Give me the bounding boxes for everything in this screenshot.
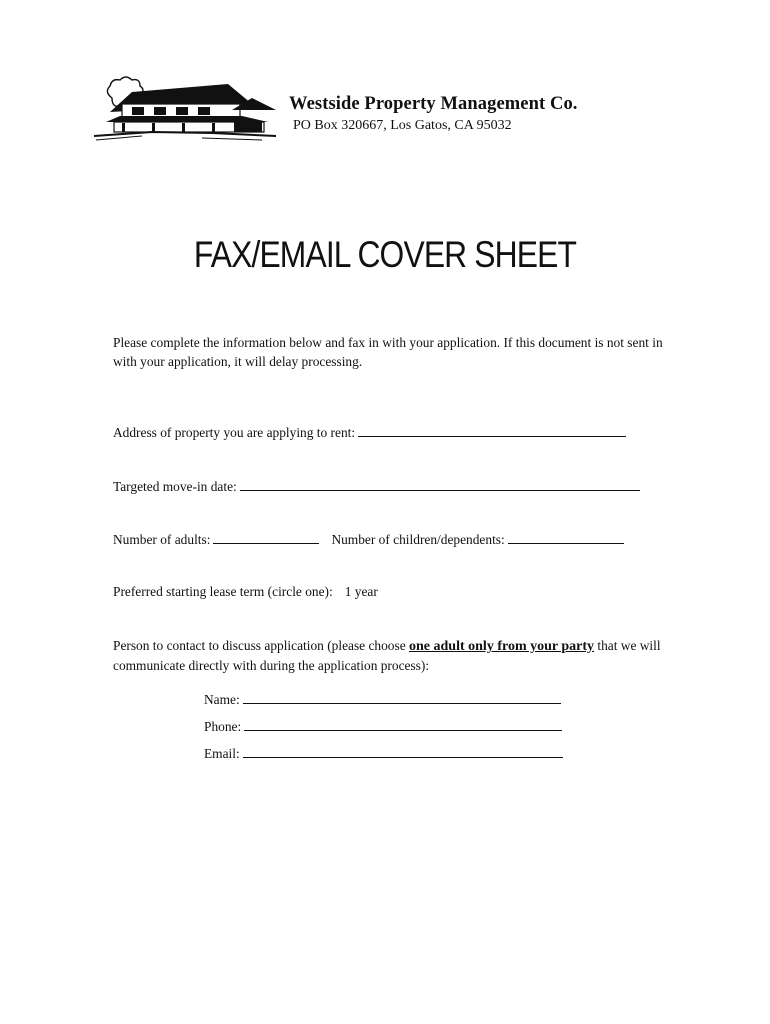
contact-text-after: that we will communicate directly with during the application process): [113, 638, 661, 673]
intro-paragraph: Please complete the information below and fax in with your application. If this document is not sent in with your application, it will delay processing. [113, 335, 663, 369]
address-label: Address of property you are applying to rent: [113, 425, 356, 440]
children-blank[interactable] [508, 530, 624, 544]
contact-fields [204, 690, 563, 771]
adults-label: Number of adults: [113, 532, 211, 547]
company-address: PO Box 320667, Los Gatos, CA 95032 [293, 118, 512, 133]
contact-text-before: Person to contact to discuss application (please choose [113, 638, 410, 653]
people-row [113, 530, 624, 549]
email-label: Email: [204, 746, 240, 761]
lease-row [113, 583, 378, 601]
phone-label: Phone: [204, 719, 242, 734]
contact-emphasis: one adult only from your party [409, 639, 595, 654]
adults-blank[interactable] [213, 530, 319, 544]
contact-name-field [204, 690, 563, 717]
company-name: Westside Property Management Co. [289, 94, 578, 114]
name-label: Name: [204, 692, 240, 707]
lease-option-1-year[interactable]: 1 year [344, 584, 378, 599]
page-title: FAX/EMAIL COVER SHEET [193, 234, 577, 275]
contact-phone-field [204, 717, 563, 744]
address-row [113, 423, 626, 442]
movein-blank[interactable] [240, 477, 640, 491]
company-block [289, 94, 578, 134]
phone-blank[interactable] [244, 717, 562, 731]
house-logo-icon [92, 70, 278, 142]
movein-label: Targeted move-in date: [113, 479, 237, 494]
children-label: Number of children/dependents: [331, 532, 505, 547]
name-blank[interactable] [243, 690, 561, 704]
contact-paragraph [113, 636, 673, 675]
contact-email-field [204, 744, 563, 771]
movein-row [113, 477, 640, 496]
address-blank[interactable] [358, 423, 626, 437]
email-blank[interactable] [243, 744, 563, 758]
lease-label: Preferred starting lease term (circle one): [113, 584, 333, 599]
